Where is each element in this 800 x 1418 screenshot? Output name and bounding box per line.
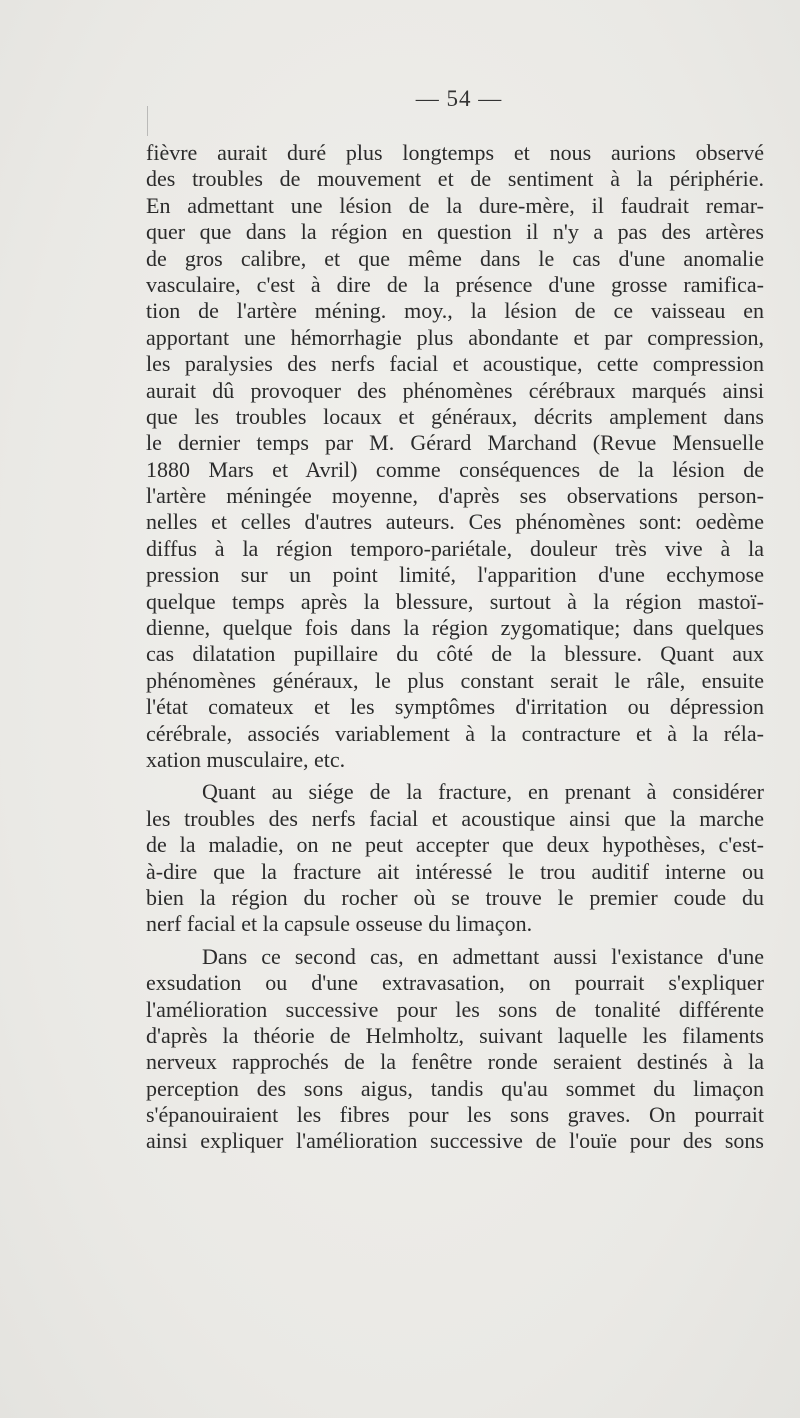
text-line: nelles et celles d'autres auteurs. Ces phénomènes sont: oedème [146,509,764,535]
text-line: cas dilatation pupillaire du côté de la blessure. Quant aux [146,641,764,667]
text-line: ainsi expliquer l'amélioration successive de l'ouïe pour des sons [146,1128,764,1154]
text-line: pression sur un point limité, l'apparition d'une ecchymose [146,562,764,588]
text-line: d'après la théorie de Helmholtz, suivant laquelle les filaments [146,1022,764,1048]
text-line: de la maladie, on ne peut accepter que deux hypothèses, c'est- [146,832,764,858]
text-line: perception des sons aigus, tandis qu'au sommet du limaçon [146,1075,764,1101]
text-line: l'artère méningée moyenne, d'après ses observations person- [146,483,764,509]
text-line: nerveux rapprochés de la fenêtre ronde seraient destinés à la [146,1049,764,1075]
text-line: quer que dans la région en question il n'y a pas des artères [146,219,764,245]
body-text [146,140,764,1155]
text-line: tion de l'artère méning. moy., la lésion de ce vaisseau en [146,298,764,324]
text-line: aurait dû provoquer des phénomènes cérébraux marqués ainsi [146,377,764,403]
text-line: des troubles de mouvement et de sentiment à la périphérie. [146,166,764,192]
text-line: les troubles des nerfs facial et acoustique ainsi que la marche [146,805,764,831]
paragraph-2 [146,779,764,937]
text-line: à-dire que la fracture ait intéressé le trou auditif interne ou [146,858,764,884]
text-line: apportant une hémorrhagie plus abondante et par compression, [146,324,764,350]
page-number: — 54 — [415,86,503,111]
text-line: nerf facial et la capsule osseuse du limaçon. [146,911,533,937]
text-line: vasculaire, c'est à dire de la présence d'une grosse ramifica- [146,271,764,297]
text-line: les paralysies des nerfs facial et acoustique, cette compression [146,351,764,377]
paragraph-1 [146,140,764,773]
text-line: bien la région du rocher où se trouve le premier coude du [146,884,764,910]
text-line: 1880 Mars et Avril) comme conséquences de la lésion de [146,456,764,482]
text-line: phénomènes généraux, le plus constant serait le râle, ensuite [146,667,764,693]
text-line: fièvre aurait duré plus longtemps et nous aurions observé [146,140,764,165]
paragraph-3 [146,944,764,1155]
text-line: cérébrale, associés variablement à la contracture et à la rélа- [146,720,764,746]
text-line: dienne, quelque fois dans la région zygomatique; dans quelques [146,615,764,641]
text-line: exsudation ou d'une extravasation, on pourrait s'expliquer [146,970,764,996]
text-line: En admettant une lésion de la dure-mère, il faudrait remar- [146,192,764,218]
text-line: de gros calibre, et que même dans le cas d'une anomalie [146,245,764,271]
text-line: l'amélioration successive pour les sons de tonalité différente [146,996,764,1022]
text-line: Quant au siége de la fracture, en prenant à considérer [202,779,764,805]
text-line: Dans ce second cas, en admettant aussi l'existance d'une [202,943,764,969]
text-line: le dernier temps par M. Gérard Marchand (Revue Mensuelle [146,430,764,456]
text-line: que les troubles locaux et généraux, décrits amplement dans [146,403,764,429]
text-line: xation musculaire, etc. [146,746,346,772]
text-line: quelque temps après la blessure, surtout à la région mastoï- [146,588,764,614]
text-line: diffus à la région temporo-pariétale, douleur très vive à la [146,535,764,561]
text-line: l'état comateux et les symptômes d'irritation ou dépression [146,694,764,720]
text-line: s'épanouiraient les fibres pour les sons graves. On pourrait [146,1102,764,1128]
